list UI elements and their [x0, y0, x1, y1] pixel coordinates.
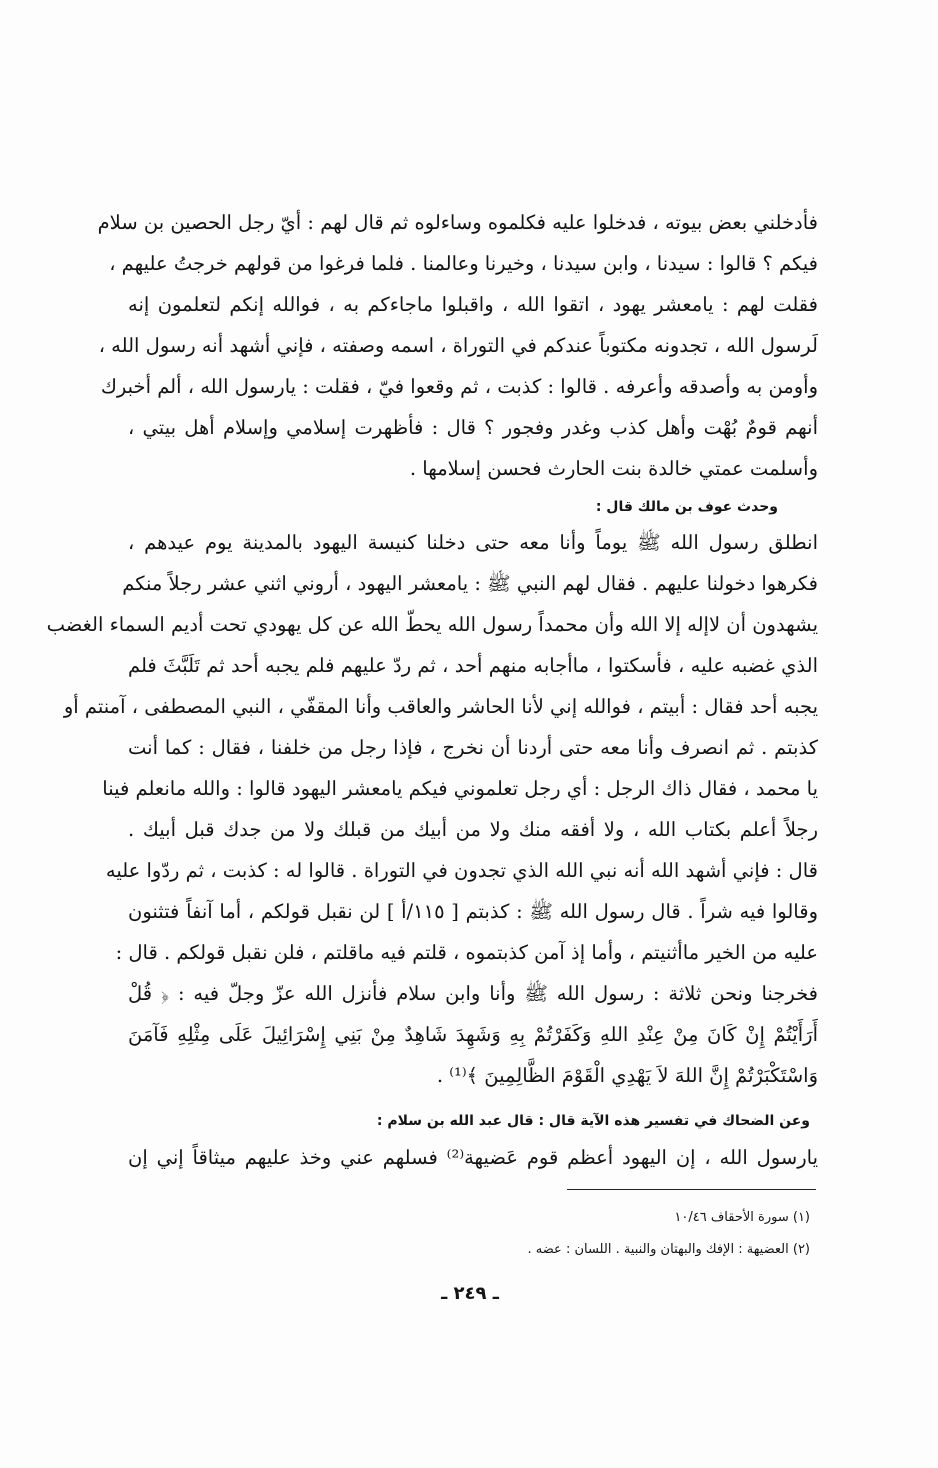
narration-heading-2: وعن الضحاك في تفسير هذه الآية قال : قال عبد الله بن سلام : — [376, 1113, 810, 1129]
footnote: (١) سورة الأحقاف ١٠/٤٦ — [674, 1210, 810, 1225]
page-number: ـ ٢٤٩ ـ — [441, 1283, 499, 1304]
quran-verse-line: أَرَأَيْتُمْ إِنْ كَانَ مِنْ عِنْدِ اللهِ وَكَفَرْتُمْ بِهِ وَشَهِدَ شَاهِدٌ مِنْ بَنِي إِسْرَائِيلَ عَلَى مِثْلِهِ فَآمَنَ — [128, 1023, 818, 1046]
text-line: يارسول الله ، إن اليهود أعظم قوم عَضيهة⁽²⁾ فسلهم عني وخذ عليهم ميثاقاً إني إن — [128, 1146, 818, 1169]
text-line: قال : فإني أشهد الله أنه نبي الله الذي تجدون في التوراة . قالوا له : كذبت ، ثم ردّوا عليه — [105, 859, 818, 882]
text-line: وقالوا فيه شراً . قال رسول الله ﷺ : كذبتم [ ١١٥/أ ] لن نقبل قولكم ، أما آنفاً فتثنون — [128, 900, 818, 923]
text-line: فيكم ؟ قالوا : سيدنا ، وابن سيدنا ، وخيرنا وعالمنا . فلما فرغوا من قولهم خرجتُ عليهم ، — [109, 252, 818, 275]
text-line: يا محمد ، فقال ذاك الرجل : أي رجل تعلموني فيكم يامعشر اليهود قالوا : والله مانعلم فينا — [102, 777, 818, 800]
text-line: لَرسول الله ، تجدونه مكتوباً عندكم في التوراة ، اسمه وصفته ، فإني أشهد أنه رسول الله ، — [98, 334, 818, 357]
text-line: فأدخلني بعض بيوته ، فدخلوا عليه فكلموه وساءلوه ثم قال لهم : أيّ رجل الحصين بن سلام — [97, 211, 818, 234]
text-line: يجبه أحد فقال : أبيتم ، فوالله إني لأنا الحاشر والعاقب وأنا المقفّي ، النبي المصطفى ، آمنتم أو — [63, 695, 818, 718]
text-line: فقلت لهم : يامعشر يهود ، اتقوا الله ، واقبلوا ماجاءكم به ، فوالله إنكم لتعلمون إنه — [128, 293, 818, 316]
paragraph-3 — [128, 1137, 818, 1178]
text-line: يشهدون أن لاإله إلا الله وأن محمداً رسول الله يحطّ الله عن كل يهودي تحت أديم السماء الغضب — [46, 613, 818, 636]
text-line: وأومن به وأصدقه وأعرفه . قالوا : كذبت ، ثم وقعوا فيّ ، فقلت : يارسول الله ، ألم أخبرك — [100, 375, 818, 398]
text-line: فكرهوا دخولنا عليهم . فقال لهم النبي ﷺ : يامعشر اليهود ، أروني اثني عشر رجلاً منكم — [122, 572, 818, 595]
text-line: وأسلمت عمتي خالدة بنت الحارث فحسن إسلامها . — [409, 457, 818, 480]
text-line: عليه من الخير ماأثنيتم ، وأما إذ آمن كذبتموه ، قلتم فيه ماقلتم ، فلن نقبل قولكم . قال : — [115, 941, 818, 964]
text-line: رجلاً أعلم بكتاب الله ، ولا أفقه منك ولا من أبيك من قبلك ولا من جدك قبل أبيك . — [128, 818, 818, 841]
text-line: كذبتم . ثم انصرف وأنا معه حتى أردنا أن نخرج ، فإذا رجل من خلفنا ، فقال : كما أنت — [128, 736, 818, 759]
footnote: (٢) العضيهة : الإفك والبهتان والنبية . اللسان : عضه . — [527, 1242, 810, 1257]
footnote-divider — [567, 1189, 816, 1190]
text-line: الذي غضبه عليه ، فأسكتوا ، ماأجابه منهم أحد ، ثم ردّ عليهم فلم يجبه أحد ثم تَلَبَّثَ فلم — [128, 654, 818, 677]
paragraph-1 — [97, 202, 818, 489]
text-line: أنهم قومٌ بُهْت وأهل كذب وغدر وفجور ؟ قال : فأظهرت إسلامي وإسلام أهل بيتي ، — [128, 416, 818, 439]
narration-heading-1: وحدث عوف بن مالك قال : — [595, 499, 778, 515]
footnotes — [528, 1202, 810, 1266]
paragraph-2 — [46, 522, 818, 1096]
text-line: فخرجنا ونحن ثلاثة : رسول الله ﷺ وأنا وابن سلام فأنزل الله عزّ وجلّ فيه : ﴿ قُلْ — [128, 982, 818, 1005]
quran-verse-line: وَاسْتَكْبَرْتُمْ إِنَّ اللهَ لاَ يَهْدِي الْقَوْمَ الظَّالِمِينَ ﴾⁽¹⁾ . — [436, 1064, 818, 1087]
text-line: انطلق رسول الله ﷺ يوماً وأنا معه حتى دخلنا كنيسة اليهود بالمدينة يوم عيدهم ، — [128, 531, 818, 554]
